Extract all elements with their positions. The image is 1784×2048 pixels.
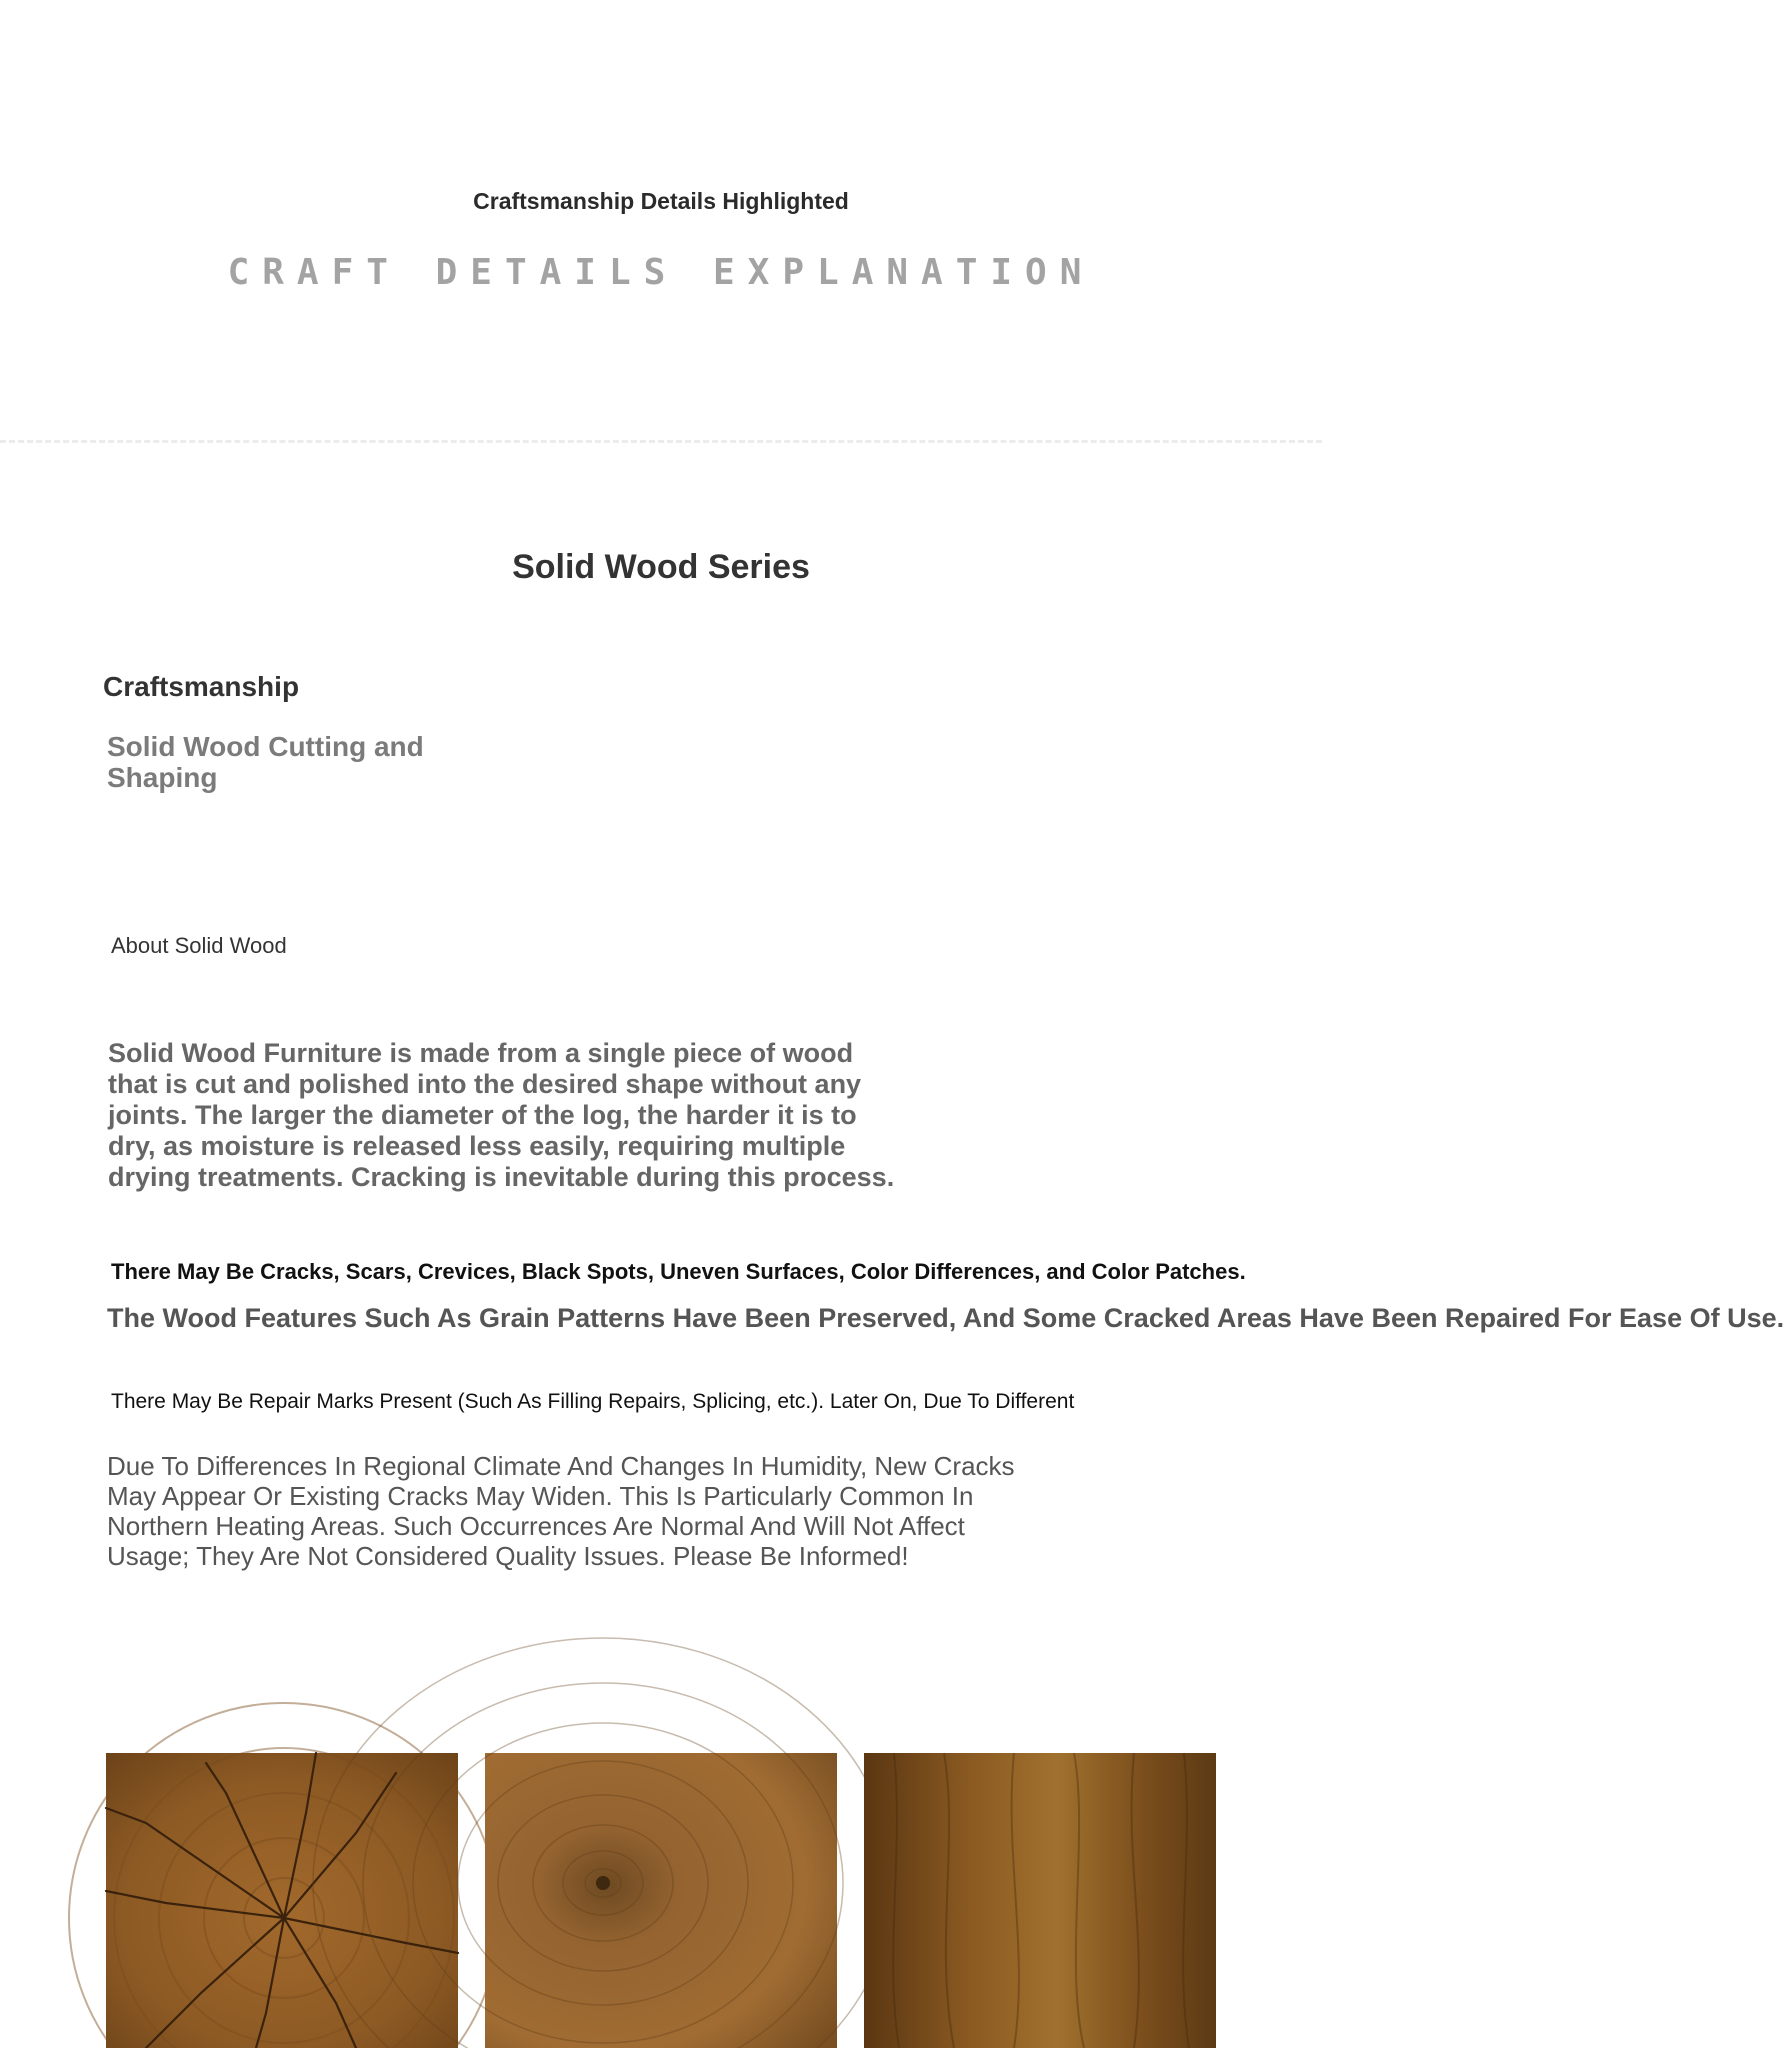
series-title: Solid Wood Series: [512, 548, 810, 586]
craftsmanship-label: Craftsmanship: [103, 671, 300, 702]
about-solid-wood-body: Solid Wood Furniture is made from a single piece of wood that is cut and polished into the desired shape without any joints. The larger the diameter of the log, the harder it is to dry, as moisture is released less easily, requiring multiple drying treatments. Cracking is inevitable during this process.: [108, 1038, 895, 1192]
features-notice: The Wood Features Such As Grain Patterns Have Been Preserved, And Some Cracked Areas Have Been Repaired For Ease Of Use.: [107, 1303, 1784, 1333]
craft-details-headline: CRAFT DETAILS EXPLANATION: [227, 252, 1095, 293]
cracked-log-end-grain-photo: [106, 1753, 458, 2048]
wood-grain-surface-photo: [864, 1753, 1216, 2048]
craftsmanship-subtitle: Solid Wood Cutting and Shaping: [107, 731, 424, 793]
section-eyebrow: Craftsmanship Details Highlighted: [473, 188, 849, 214]
tree-ring-cross-section-photo: [485, 1753, 837, 2048]
wood-photo-gallery: [106, 1753, 1216, 2048]
repair-notice: There May Be Repair Marks Present (Such As Filling Repairs, Splicing, etc.). Later On, Due To Different: [111, 1390, 1075, 1413]
climate-notice: Due To Differences In Regional Climate And Changes In Humidity, New Cracks May Appear Or Existing Cracks May Widen. This Is Particularly Common In Northern Heating Areas. Such Occurrences Are Normal And Will Not Affect Usage; They Are Not Considered Quality Issues. Please Be Informed!: [107, 1451, 1015, 1571]
about-solid-wood-label: About Solid Wood: [111, 933, 287, 958]
dashed-divider: [0, 440, 1322, 443]
cracks-notice: There May Be Cracks, Scars, Crevices, Black Spots, Uneven Surfaces, Color Differences, and Color Patches.: [111, 1259, 1246, 1284]
